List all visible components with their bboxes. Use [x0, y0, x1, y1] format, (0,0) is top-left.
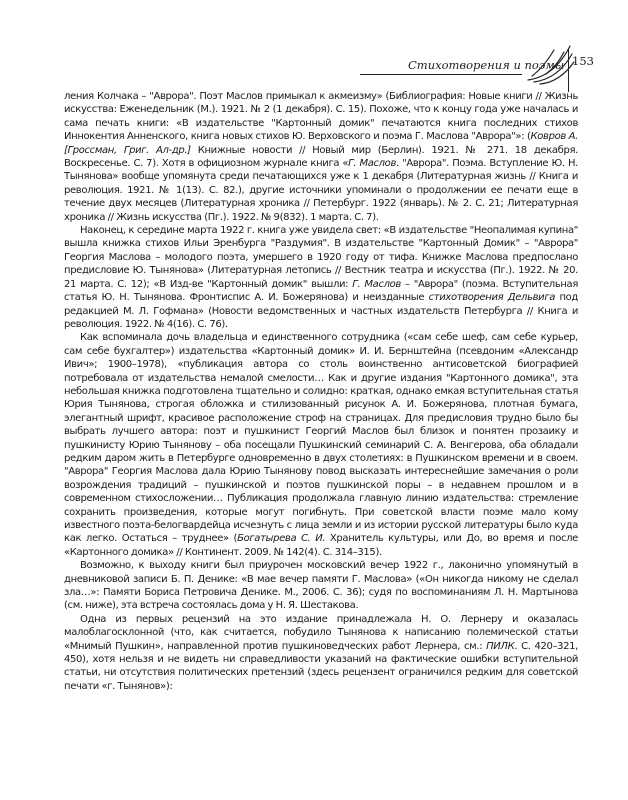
italic-text-run: стихотворения Дельвига — [428, 292, 555, 304]
text-run: ления Колчака – "Аврора". Поэт Маслов примыкал к акмеизму» (Библиография: Новые книги // Жизнь искусства: Еженедельник (М.). 1921. № 2 (1 декабря). С. 15). Похоже, что к концу года уже началась и сама печать книги: «В издательстве "Картонный домик" печатаются книга последних стихов Иннокентия Анненского, книга новых стихов Ю. Верховского и поэма Г. Маслова "Аврора"»: ( — [64, 91, 578, 143]
text-run: Одна из первых рецензий на это издание принадлежала Н. О. Лернеру и оказалась малоблагосклонной (что, как считается, побудило Тынянова к написанию полемической статьи «Мнимый Пушкин», направленной против пушкиноведческих работ Лернера, см.: — [64, 613, 578, 652]
header-rule — [360, 74, 522, 75]
body-paragraph — [64, 559, 578, 613]
page-number: 153 — [572, 54, 594, 68]
text-run: Возможно, к выходу книги был приурочен московский вечер 1922 г., лаконично упомянутый в дневниковой записи Б. П. Денике: «В мае вечер памяти Г. Маслова» («Он никогда никому не сделал зла…»: Памяти Бориса Петровича Денике. М., 2006. С. 36); судя по воспоминаниям Л. Н. Мартынова (см. ниже), эта встреча состоялась дома у Н. Я. Шестакова. — [64, 560, 578, 612]
italic-text-run: Ковров А. [Гроссман, Григ. Ал-др.] — [64, 131, 578, 156]
body-paragraph — [64, 224, 578, 331]
italic-text-run: Богатырева С. И. — [237, 533, 326, 545]
italic-text-run: Г. Маслов — [348, 158, 396, 170]
text-run: Книжные новости // Новый мир (Берлин). 1921. № 271. 18 декабря. Воскресенье. С. 7). Хотя в официозном журнале книга « — [64, 144, 578, 170]
text-run: . С. 420–321, 450), хотя нельзя и не видеть ни справедливости указаний на фактические ошибки вступительной статьи, ни отсутствия политических претензий (здесь рецензент ограничился редким для советской печати «г. Тынянов»): — [64, 640, 578, 692]
text-run: – "Аврора" (поэма. Вступительная статья Ю. Н. Тынянова. Фронтиспис А. И. Божерянова) и неизданные — [64, 278, 578, 304]
header-vertical-rule — [568, 48, 569, 92]
text-run: Хранитель культуры, или До, во время и после «Картонного домика» // Континент. 2009. № 142(4). С. 314–315). — [64, 533, 578, 558]
text-run: . "Аврора". Поэма. Вступление Ю. Н. Тынянова» вообще упомянута среди печатающихся уже к 1 декабря (Литературная жизнь // Книга и революция. 1921. № 1(13). С. 82.), другие источники упоминали о продолжении ее печати еще в течение двух месяцев (Литературная хроника // Петербург. 1922 (январь). № 2. С. 21; Литературная хроника // Жизнь искусства (Пг.). 1922. № 9(832). 1 марта. С. 7). — [64, 158, 578, 223]
text-run: под редакцией М. Л. Гофмана» (Новости ведомственных и частных издательств Петербурга // Книга и революция. 1922. № 4(16). С. 76). — [64, 292, 578, 330]
body-paragraph — [64, 613, 578, 693]
text-run: Как вспоминала дочь владельца и единственного сотрудника («сам себе шеф, сам себе курьер, сам себе бухгалтер») издательства «Картонный домик» И. И. Бернштейна (псевдоним «Александр Ивич»; 1900–1978), «публикация автора со столь воинственно антисоветской биографией потребовала от издательства немалой смелости… Как и другие издания "Картонного домика", эта небольшая книжка подготовлена тщательно и солидно: краткая, однако емкая вступительная статья Юрия Тынянова, строгая обложка и стилизованный рисунок А. И. Божерянова, плотная бумага, элегантный шрифт, красивое расположение строф на страницах. Для предисловия трудно было бы выбрать лучшего автора: поэт и пушкинист Георгий Маслов был близок и понятен прозаику и пушкинисту Юрию Тынянову – оба посещали Пушкинский семинарий С. А. Венгерова, оба обладали редким даром жить в Петербурге одновременно в двух столетиях: в Пушкинском времени и в своем. "Аврора" Георгия Маслова дала Юрию Тынянову повод высказать интереснейшие замечания о роли возрождения традиций – пушкинской и поэтов пушкинской поры – в недавнем прошлом и в современном стихосложении… Публикация продолжала главную линию издательства: стремление сохранить произведения, которые могут погибнуть. При советской власти поэме мало кому известного поэта-белогвардейца исчезнуть с лица земли и из истории русской литературы было куда как легко. Остаться – труднее» ( — [64, 332, 578, 545]
text-run: Наконец, к середине марта 1922 г. книга уже увидела свет: «В издательстве "Неопалимая купина" вышла книжка стихов Ильи Эренбурга "Раздумия". В издательстве "Картонный Домик" – "Аврора" Георгия Маслова – молодого поэта, умершего в 1920 году от тифа. Книжке Маслова предпослано предисловие Ю. Тынянова» (Литературная летопись // Вестник театра и искусства (Пг.). 1922. № 20. 21 марта. С. 12); «В Изд-ве "Картонный домик" вышли: — [64, 225, 578, 290]
italic-text-run: ПИЛК — [486, 640, 515, 652]
body-paragraph — [64, 90, 578, 224]
body-text — [64, 90, 578, 780]
body-paragraph — [64, 331, 578, 559]
italic-text-run: Г. Маслов — [352, 278, 401, 290]
running-header-title: Стихотворения и поэмы — [408, 58, 565, 72]
